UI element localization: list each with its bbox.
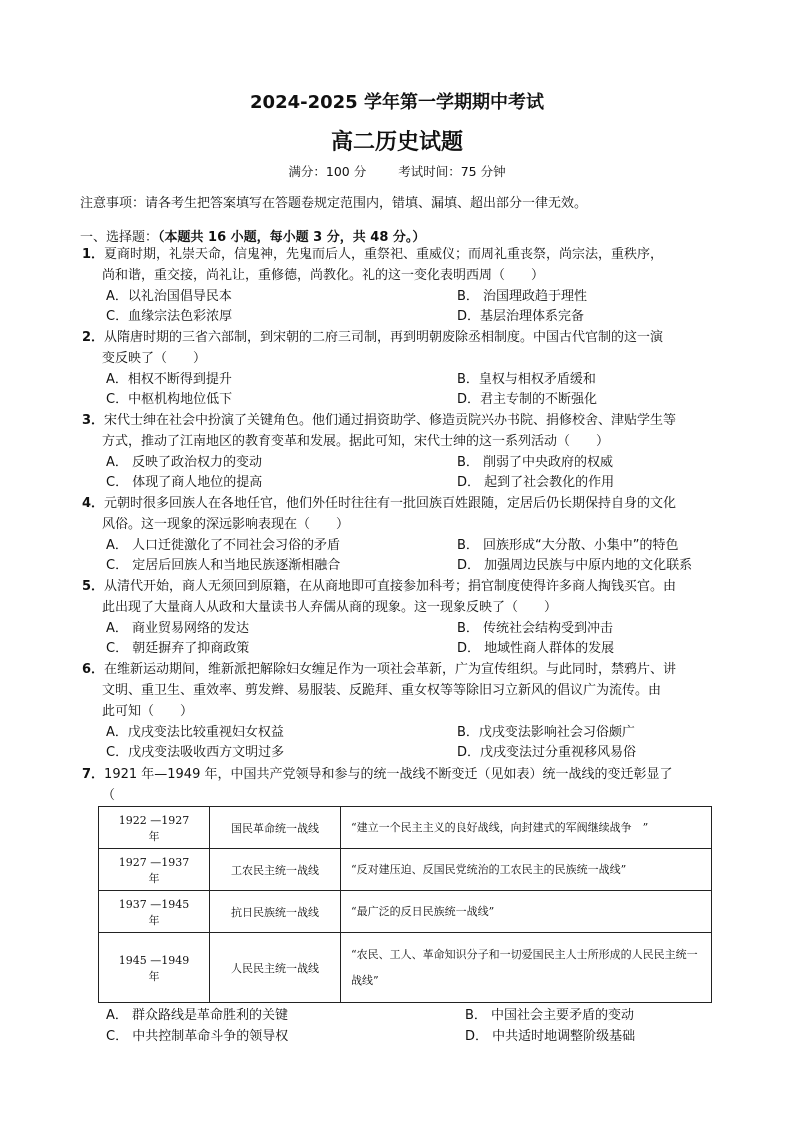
table-cell-years: 1922 —1927 年 [99,807,210,849]
question-line: 宋代士绅在社会中扮演了关键角色。他们通过捐资助学、修造贡院兴办书院、捐修校舍、津贴学生等 [104,413,677,428]
option[interactable]: A．相权不断得到提升 [106,372,232,387]
table-cell-name: 人民民主统一战线 [210,933,341,1003]
table-cell-name: 抗日民族统一战线 [210,891,341,933]
table-row [99,891,712,933]
option[interactable]: C． 朝廷摒弃了抑商政策 [106,641,250,656]
table-row [99,933,712,1003]
question [82,576,714,618]
question-line: （ [102,788,116,803]
table-cell-years: 1927 —1937 年 [99,849,210,891]
question-line: 此出现了大量商人从政和大量读书人弃儒从商的现象。这一现象反映了（ ） [102,600,558,615]
option[interactable]: A．以礼治国倡导民本 [106,289,232,304]
question [82,764,714,806]
question [82,410,714,452]
question-line: 方式，推动了江南地区的教育变革和发展。据此可知，宋代士绅的这一系列活动（ ） [102,434,610,449]
table-cell-years: 1937 —1945 年 [99,891,210,933]
question-number: 3． [82,413,105,428]
question-number: 7． [82,767,105,782]
question-number: 6． [82,662,105,677]
table-row [99,849,712,891]
option[interactable]: A． 商业贸易网络的发达 [106,621,250,636]
question-line: 在维新运动期间，维新派把解除妇女缠足作为一项社会革新，广为宣传组织。与此同时，禁鸦片、讲 [104,662,677,677]
option[interactable]: D． 加强周边民族与中原内地的文化联系 [457,558,693,573]
option[interactable]: D． 地域性商人群体的发展 [457,641,615,656]
question-line: 元朝时很多回族人在各地任官，他们外任时往往有一批回族百姓跟随，定居后仍长期保持自身的文化 [104,496,677,511]
option[interactable]: B． 中国社会主要矛盾的变动 [465,1008,635,1023]
option[interactable]: B． 传统社会结构受到冲击 [457,621,614,636]
exam-meta [0,162,794,180]
option[interactable]: C． 体现了商人地位的提高 [106,475,263,490]
notice: 注意事项：请各考生把答案填写在答题卷规定范围内，错填、漏填、超出部分一律无效。 [80,196,588,211]
option[interactable]: C．中枢机构地位低下 [106,392,233,407]
section-label: 一、选择题： [80,230,159,245]
option[interactable]: B．皇权与相权矛盾缓和 [457,372,596,387]
question-number: 5． [82,579,105,594]
option[interactable]: C．戊戌变法吸收西方文明过多 [106,745,285,760]
exam-title: 2024-2025 学年第一学期期中考试 [250,92,544,113]
option[interactable]: D．君主专制的不断强化 [457,392,598,407]
question-number: 1． [82,247,105,262]
exam-time: 考试时间：75 分钟 [398,164,506,179]
question-line: 从清代开始，商人无须回到原籍，在从商地即可直接参加科考；捐官制度使得许多商人掏钱买官。由 [104,579,677,594]
united-front-table [98,806,712,1003]
question [82,327,714,369]
option[interactable]: C． 中共控制革命斗争的领导权 [106,1029,289,1044]
table-cell-desc: “建立一个民主主义的良好战线，向封建式的军阀继续战争 ” [341,807,712,849]
full-score: 满分：100 分 [288,164,367,179]
question-line: 风俗。这一现象的深远影响表现在（ ） [102,517,350,532]
subject-title: 高二历史试题 [330,130,463,155]
table-cell-years: 1945 —1949 年 [99,933,210,1003]
option[interactable]: D．戊戌变法过分重视移风易俗 [457,745,637,760]
option[interactable]: D． 起到了社会教化的作用 [457,475,615,490]
option[interactable]: A． 人口迁徙激化了不同社会习俗的矛盾 [106,538,341,553]
option[interactable]: D． 中共适时地调整阶级基础 [465,1029,636,1044]
option[interactable]: B．戊戌变法影响社会习俗颇广 [457,725,635,740]
option[interactable]: A． 群众路线是革命胜利的关键 [106,1008,289,1023]
question-number: 2． [82,330,105,345]
option[interactable]: C．血缘宗法色彩浓厚 [106,309,233,324]
table-cell-name: 国民革命统一战线 [210,807,341,849]
question-line: 文明、重卫生、重效率、剪发辫、易服装、反跪拜、重女权等等除旧习立新风的倡议广为流传。由 [102,683,662,698]
question-line: 1921 年—1949 年，中国共产党领导和参与的统一战线不断变迁（见如表）统一战线的变迁彰显了 [104,767,673,782]
table-cell-desc: “农民、工人、革命知识分子和一切爱国民主人士所形成的人民民主统一战线” [341,933,712,1003]
table-row [99,807,712,849]
section-desc: （本题共 16 小题，每小题 3 分，共 48 分。） [158,230,426,245]
option[interactable]: B． 治国理政趋于理性 [457,289,588,304]
section-heading [80,226,425,245]
question-number: 4． [82,496,105,511]
option[interactable]: D．基层治理体系完备 [457,309,585,324]
option[interactable]: C． 定居后回族人和当地民族逐渐相融合 [106,558,341,573]
option[interactable]: A．戊戌变法比较重视妇女权益 [106,725,284,740]
question [82,244,714,286]
question-line: 变反映了（ ） [102,351,207,366]
question-line: 此可知（ ） [102,704,194,719]
table-cell-name: 工农民主统一战线 [210,849,341,891]
question-line: 夏商时期，礼崇天命，信鬼神，先鬼而后人，重祭祀、重威仪；而周礼重丧祭，尚宗法，重秩序， [104,247,664,262]
question [82,493,714,535]
question-line: 尚和谐，重交接，尚礼让，重修德，尚教化。礼的这一变化表明西周（ ） [102,268,545,283]
option[interactable]: A． 反映了政治权力的变动 [106,455,263,470]
question [82,659,714,722]
table-cell-desc: “最广泛的反日民族统一战线” [341,891,712,933]
table-cell-desc: “反对建压迫、反国民党统治的工农民主的民族统一战线” [341,849,712,891]
option[interactable]: B． 回族形成“大分散、小集中”的特色 [457,538,679,553]
option[interactable]: B． 削弱了中央政府的权威 [457,455,614,470]
question-line: 从隋唐时期的三省六部制，到宋朝的二府三司制，再到明朝废除丞相制度。中国古代官制的这一演 [104,330,664,345]
